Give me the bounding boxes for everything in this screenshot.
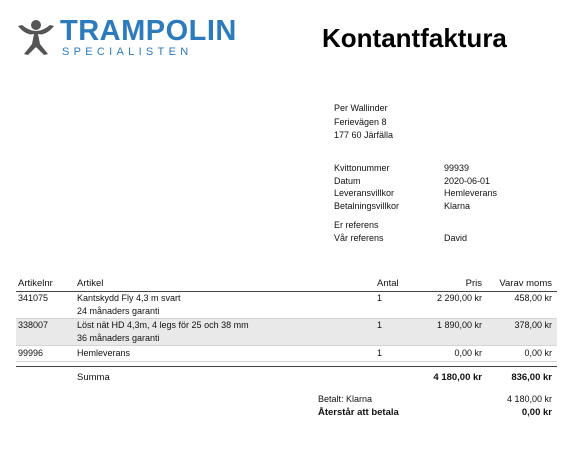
cell-qty: 1: [377, 320, 383, 330]
table-total: [16, 366, 557, 388]
logo-brand: TRAMPOLIN: [60, 15, 237, 47]
table-row: [16, 292, 557, 319]
cell-note: 36 månaders garanti: [77, 333, 160, 343]
recipient-name: Per Wallinder: [334, 103, 388, 113]
paid-label: Betalt: Klarna: [318, 394, 373, 404]
cell-article: 99996: [18, 348, 44, 358]
remaining-value: 0,00 kr: [521, 407, 552, 418]
logo-subtitle: SPECIALISTEN: [62, 46, 193, 58]
meta-row: [334, 200, 564, 213]
cell-vat: 378,00 kr: [514, 320, 552, 330]
meta-label: Betalningsvillkor: [334, 200, 400, 211]
cell-qty: 1: [377, 293, 383, 303]
remaining-row: [318, 406, 552, 419]
remaining-label: Återstår att betala: [318, 407, 399, 418]
cell-vat: 0,00 kr: [524, 348, 552, 358]
meta-label: Er referens: [334, 220, 379, 230]
paid-value: 4 180,00 kr: [506, 394, 552, 404]
meta-label: Kvittonummer: [334, 163, 390, 173]
meta-label: Datum: [334, 175, 361, 186]
meta-value: David: [444, 232, 468, 243]
invoice-meta: [334, 162, 564, 244]
recipient-city: 177 60 Järfälla: [334, 130, 394, 140]
meta-value: 2020-06-01: [444, 175, 491, 186]
cell-desc: Kantskydd Fly 4,3 m svart: [77, 293, 181, 303]
meta-value: 99939: [444, 163, 470, 173]
table-row: [16, 346, 557, 362]
cell-article: 338007: [18, 320, 49, 330]
jumping-figure-icon: [16, 18, 56, 56]
meta-row: [334, 162, 564, 175]
paid-row: [318, 393, 552, 406]
items-table: [16, 276, 557, 388]
table-header: [16, 276, 557, 292]
table-row: [16, 319, 557, 346]
header-desc: Artikel: [77, 278, 104, 289]
payment-summary: [318, 393, 552, 419]
header-qty: Antal: [377, 278, 399, 289]
meta-row: [334, 175, 564, 188]
total-label: Summa: [77, 372, 110, 383]
company-logo: [16, 14, 237, 60]
cell-price: 0,00 kr: [454, 348, 482, 358]
meta-row: [334, 187, 564, 200]
header-vat: Varav moms: [499, 278, 552, 289]
document-title: Kontantfaktura: [322, 23, 507, 53]
total-price: 4 180,00 kr: [433, 372, 482, 383]
cell-price: 1 890,00 kr: [436, 320, 482, 330]
meta-row: [334, 219, 564, 232]
header-price: Pris: [465, 278, 482, 289]
recipient-street: Ferievägen 8: [334, 116, 387, 127]
header-article: Artikelnr: [18, 278, 53, 289]
cell-desc: Hemleverans: [77, 348, 131, 358]
total-vat: 836,00 kr: [511, 372, 552, 383]
meta-label: Vår referens: [334, 232, 384, 243]
meta-value: Klarna: [444, 200, 471, 211]
meta-row: [334, 232, 564, 245]
meta-value: Hemleverans: [444, 188, 498, 198]
recipient-address: [334, 102, 393, 143]
cell-qty: 1: [377, 348, 383, 358]
cell-article: 341075: [18, 293, 49, 303]
cell-desc: Löst nät HD 4,3m, 4 legs för 25 och 38 mm: [77, 320, 249, 330]
cell-vat: 458,00 kr: [514, 293, 552, 303]
meta-label: Leveransvillkor: [334, 188, 395, 198]
cell-price: 2 290,00 kr: [436, 293, 482, 303]
cell-note: 24 månaders garanti: [77, 306, 160, 316]
